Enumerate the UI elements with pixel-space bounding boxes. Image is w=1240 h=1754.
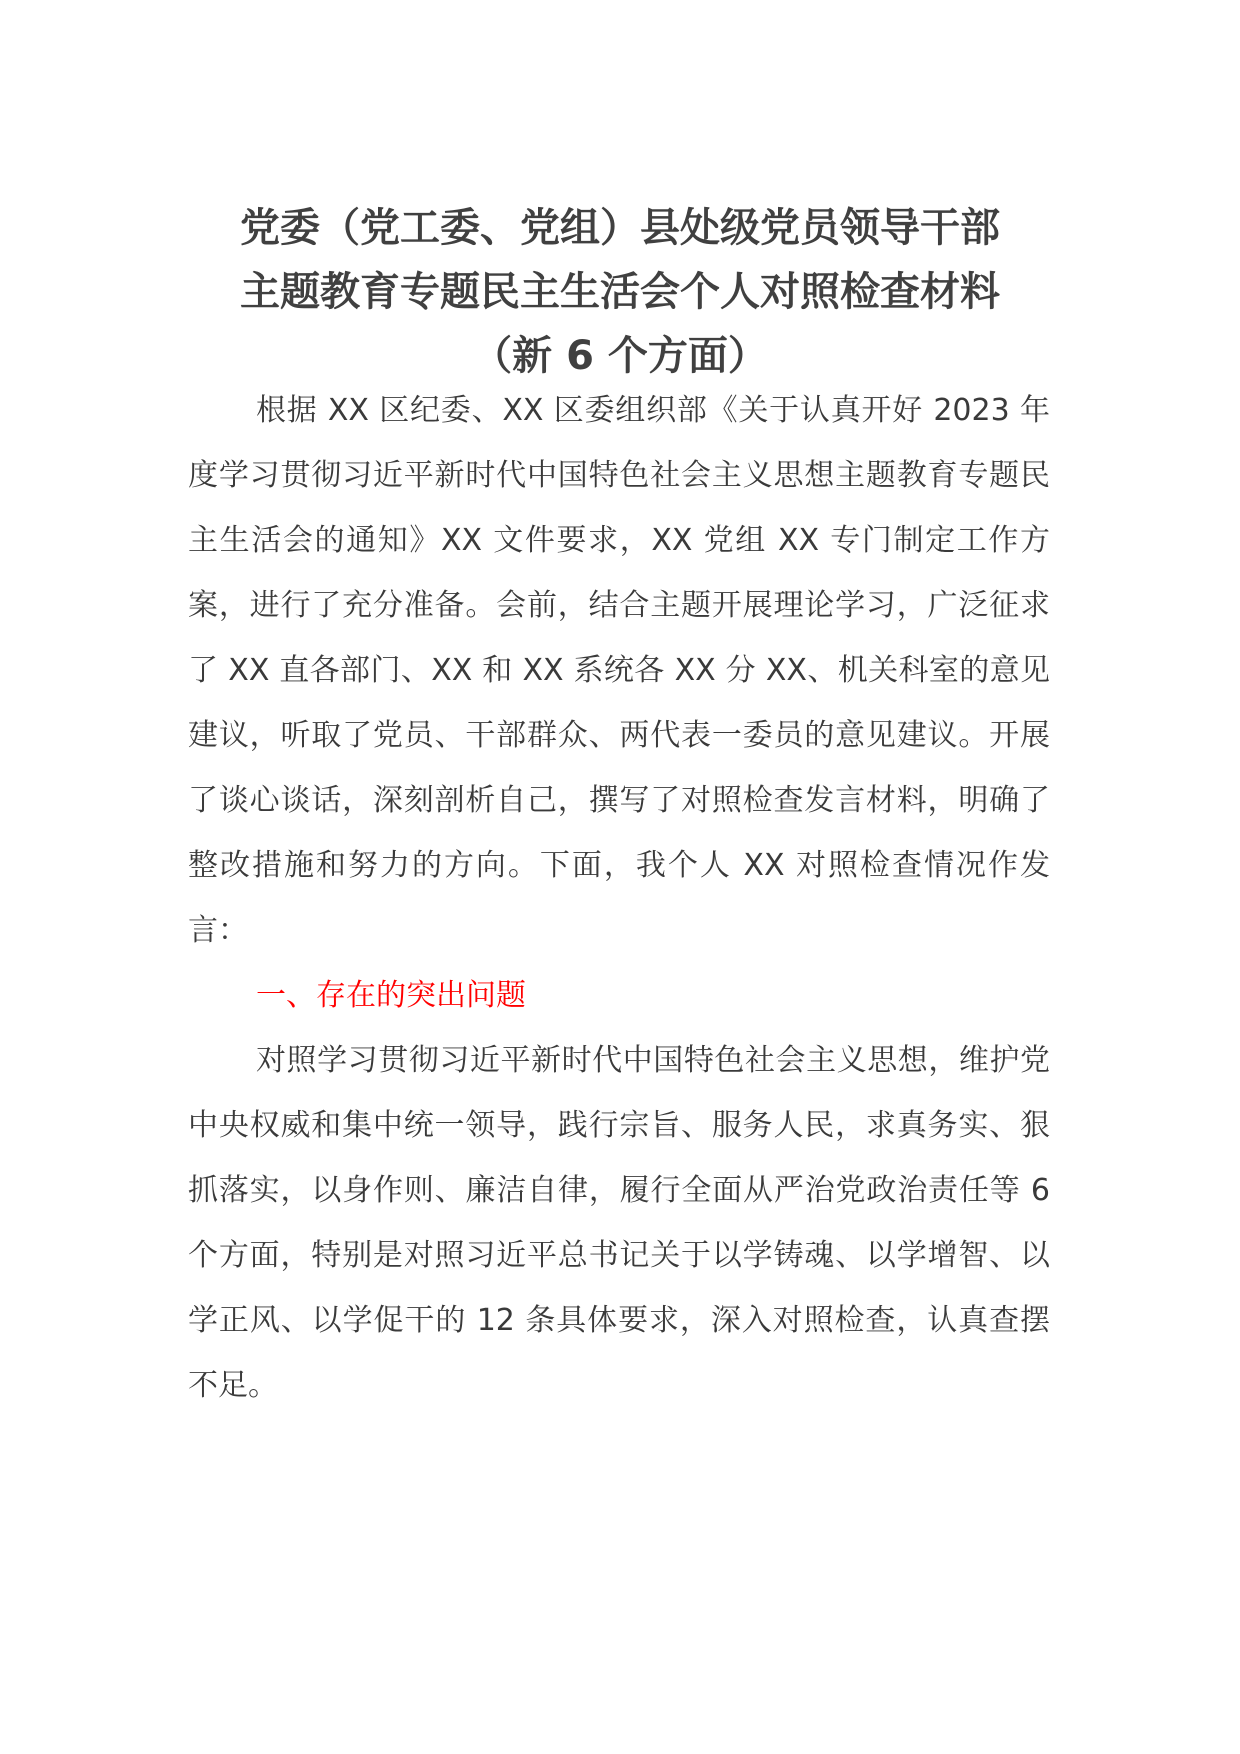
section-paragraph: 对照学习贯彻习近平新时代中国特色社会主义思想，维护党中央权威和集中统一领导，践行宗旨、服务人民，求真务实、狠抓落实，以身作则、廉洁自律，履行全面从严治党政治责任等 6 个方面，特别是对照习近平总书记关于以学铸魂、以学增智、以学正风、以学促干的 12 条具体要求，深入对照检查，认真查摆不足。 bbox=[188, 1043, 1050, 1403]
document-body bbox=[188, 378, 1050, 1418]
intro-paragraph: 根据 XX 区纪委、XX 区委组织部《关于认真开好 2023 年度学习贯彻习近平新时代中国特色社会主义思想主题教育专题民主生活会的通知》XX 文件要求，XX 党组 XX 专门制定工作方案，进行了充分准备。会前，结合主题开展理论学习，广泛征求了 XX 直各部门、XX 和 XX 系统各 XX 分 XX、机关科室的意见建议，听取了党员、干部群众、两代表一委员的意见建议。开展了谈心谈话，深刻剖析自己，撰写了对照检查发言材料，明确了整改措施和努力的方向。下面，我个人 XX 对照检查情况作发言： bbox=[188, 393, 1050, 948]
document-title bbox=[150, 196, 1090, 388]
title-line-2: 主题教育专题民主生活会个人对照检查材料 bbox=[240, 269, 1000, 315]
section-heading: 一、存在的突出问题 bbox=[256, 978, 526, 1013]
title-line-1: 党委（党工委、党组）县处级党员领导干部 bbox=[240, 205, 1000, 251]
title-line-3: （新 6 个方面） bbox=[472, 333, 768, 379]
